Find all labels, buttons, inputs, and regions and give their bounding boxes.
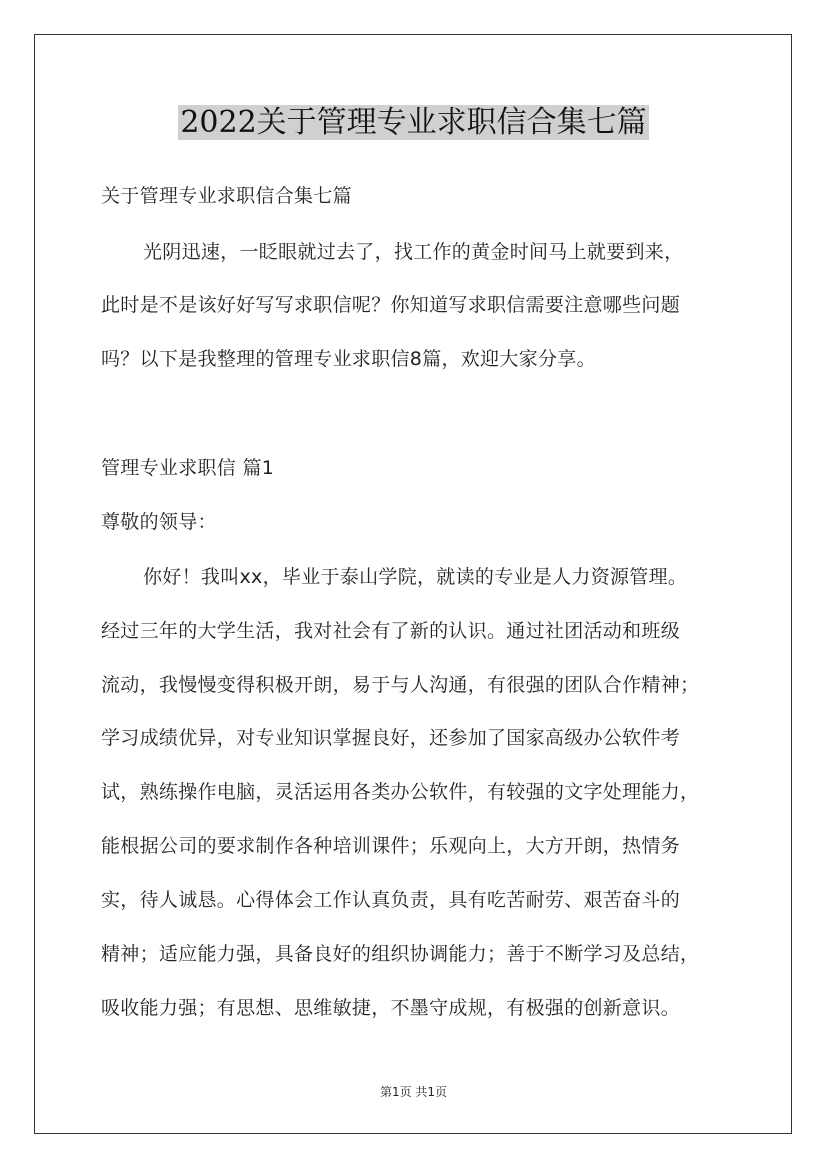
- body-line-1: 你好！我叫xx，毕业于泰山学院，就读的专业是人力资源管理。: [143, 566, 688, 588]
- body-line-5: 试，熟练操作电脑，灵活运用各类办公软件，有较强的文字处理能力，: [101, 781, 700, 803]
- document-subtitle: 关于管理专业求职信合集七篇: [101, 185, 352, 207]
- body-line-4: 学习成绩优异，对专业知识掌握良好，还参加了国家高级办公软件考: [101, 727, 681, 749]
- intro-line-3: 吗？以下是我整理的管理专业求职信8篇，欢迎大家分享。: [101, 348, 596, 370]
- salutation: 尊敬的领导：: [101, 511, 217, 533]
- body-line-6: 能根据公司的要求制作各种培训课件；乐观向上，大方开朗，热情务: [101, 835, 681, 857]
- body-line-9: 吸收能力强；有思想、思维敏捷，不墨守成规，有极强的创新意识。: [101, 997, 681, 1019]
- intro-line-2: 此时是不是该好好写写求职信呢？你知道写求职信需要注意哪些问题: [101, 294, 681, 316]
- body-line-2: 经过三年的大学生活，我对社会有了新的认识。通过社团活动和班级: [101, 620, 681, 642]
- page-footer: 第1页 共1页: [379, 1085, 448, 1099]
- intro-line-1: 光阴迅速，一眨眼就过去了，找工作的黄金时间马上就要到来，: [143, 241, 684, 263]
- document-title: [0, 103, 827, 143]
- body-line-8: 精神；适应能力强，具备良好的组织协调能力；善于不断学习及总结，: [101, 943, 700, 965]
- section-heading: 管理专业求职信 篇1: [101, 457, 275, 479]
- body-line-7: 实，待人诚恳。心得体会工作认真负责，具有吃苦耐劳、艰苦奋斗的: [101, 889, 681, 911]
- document-title-text: 2022关于管理专业求职信合集七篇: [180, 105, 647, 140]
- body-line-3: 流动，我慢慢变得积极开朗，易于与人沟通，有很强的团队合作精神；: [101, 674, 700, 696]
